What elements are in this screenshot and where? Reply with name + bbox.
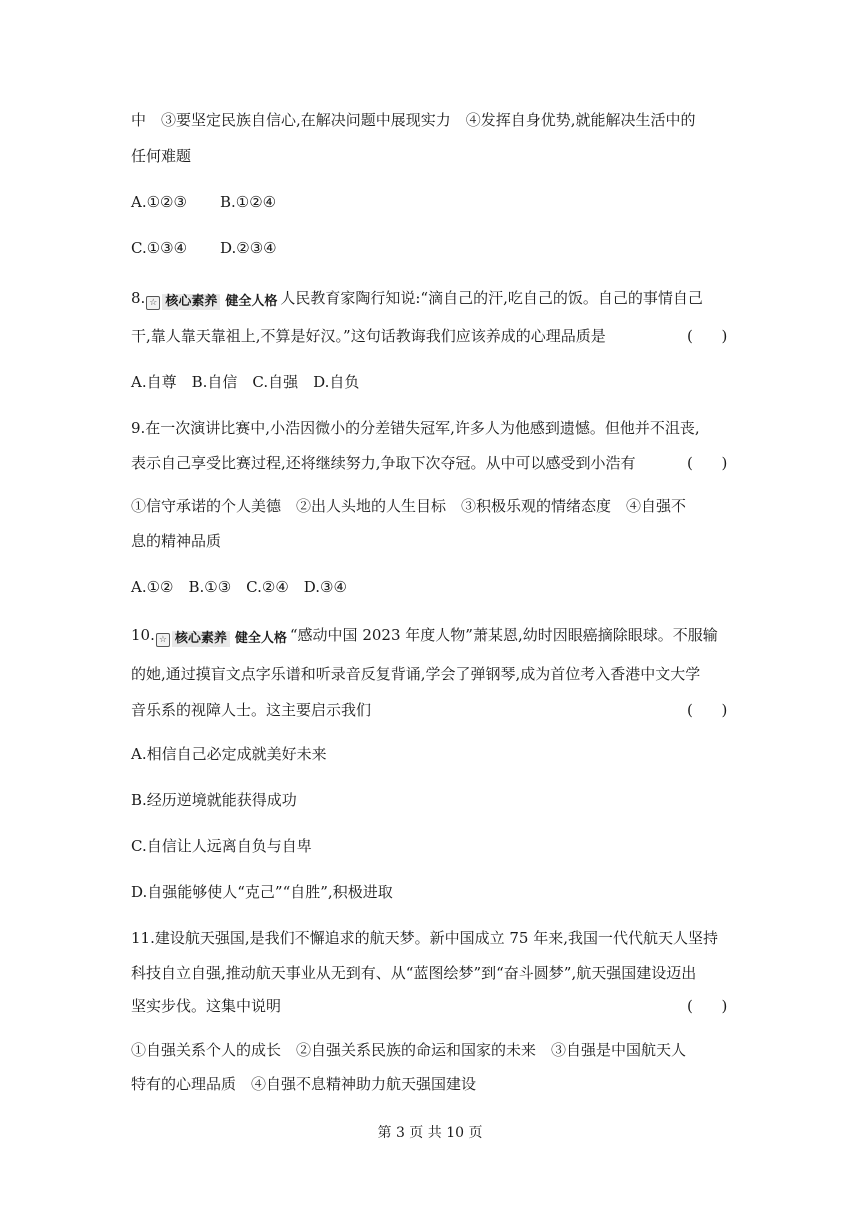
q9-options: A.①② B.①③ C.②④ D.③④ — [131, 578, 347, 596]
q7-option-c: C.①③④ — [131, 239, 188, 257]
q9-line-4: 息的精神品质 — [131, 532, 222, 550]
q10-option-d: D.自强能够使人“克己”“自胜”,积极进取 — [131, 883, 393, 901]
q9-line-1: 9.在一次演讲比赛中,小浩因微小的分差错失冠军,许多人为他感到遗憾。但他并不沮丧, — [131, 419, 700, 437]
q10-option-c: C.自信让人远离自负与自卑 — [131, 837, 312, 855]
q8-number: 8. — [131, 289, 146, 307]
q8-text: 人民教育家陶行知说:“滴自己的汗,吃自己的饭。自己的事情自己 — [280, 289, 703, 307]
q11-line-1: 11.建设航天强国,是我们不懈追求的航天梦。新中国成立 75 年来,我国一代代航天人坚持 — [131, 929, 719, 947]
q11-line-4: ①自强关系个人的成长 ②自强关系民族的命运和国家的未来 ③自强是中国航天人 — [131, 1041, 687, 1059]
q11-line-2: 科技自立自强,推动航天事业从无到有、从“蓝图绘梦”到“奋斗圆梦”,航天强国建设迈出 — [131, 964, 697, 982]
q10-line-1 — [131, 625, 718, 647]
q10-number: 10. — [131, 626, 155, 644]
q8-options: A.自尊 B.自信 C.自强 D.自负 — [131, 373, 360, 391]
q9-line-3: ①信守承诺的个人美德 ②出人头地的人生目标 ③积极乐观的情绪态度 ④自强不 — [131, 497, 687, 515]
q7-option-d: D.②③④ — [220, 239, 277, 257]
q7-option-b: B.①②④ — [220, 193, 277, 211]
q9-answer-bracket: ( ) — [687, 454, 728, 472]
q11-line-3: 坚实步伐。这集中说明 — [131, 997, 282, 1015]
q8-answer-bracket: ( ) — [687, 327, 728, 345]
star-icon: ☆ — [146, 296, 160, 310]
q9-line-2: 表示自己享受比赛过程,还将继续努力,争取下次夺冠。从中可以感受到小浩有 — [131, 454, 636, 472]
q10-option-b: B.经历逆境就能获得成功 — [131, 791, 297, 809]
q10-answer-bracket: ( ) — [687, 701, 728, 719]
q10-option-a: A.相信自己必定成就美好未来 — [131, 745, 327, 763]
badge-label: 核心素养 — [172, 631, 230, 647]
q7-line-1: 中 ③要坚定民族自信心,在解决问题中展现实力 ④发挥自身优势,就能解决生活中的 — [131, 111, 696, 129]
q11-answer-bracket: ( ) — [687, 997, 728, 1015]
q10-line-2: 的她,通过摸盲文点字乐谱和听录音反复背诵,学会了弹钢琴,成为首位考入香港中文大学 — [131, 665, 701, 683]
core-literacy-badge — [146, 294, 279, 310]
q7-option-a: A.①②③ — [131, 193, 187, 211]
q7-line-2: 任何难题 — [131, 147, 192, 165]
q10-line-3: 音乐系的视障人士。这主要启示我们 — [131, 701, 372, 719]
page-number-footer: 第 3 页 共 10 页 — [377, 1125, 483, 1141]
q8-line-2: 干,靠人靠天靠祖上,不算是好汉。”这句话教诲我们应该养成的心理品质是 — [131, 327, 606, 345]
q8-line-1 — [131, 288, 703, 310]
star-icon: ☆ — [156, 633, 170, 647]
q11-line-5: 特有的心理品质 ④自强不息精神助力航天强国建设 — [131, 1075, 477, 1093]
badge-label: 核心素养 — [162, 294, 220, 310]
q10-text: “感动中国 2023 年度人物”萧某恩,幼时因眼癌摘除眼球。不服输 — [289, 626, 718, 644]
core-literacy-badge — [156, 631, 289, 647]
badge-tag: 健全人格 — [234, 631, 287, 646]
badge-tag: 健全人格 — [225, 294, 278, 309]
